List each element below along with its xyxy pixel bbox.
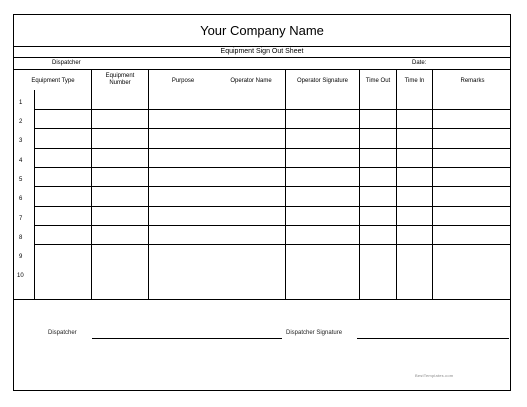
- col-header-purpose: Purpose: [171, 78, 195, 84]
- row-number: 4: [19, 158, 23, 164]
- col-header-remarks: Remarks: [460, 78, 485, 84]
- date-label: Date:: [412, 60, 427, 66]
- dispatcher-row: [14, 58, 510, 70]
- row-number: 2: [19, 119, 23, 125]
- row-number: 5: [19, 177, 23, 183]
- col-header-operator-name: Operator Name: [230, 78, 272, 84]
- footer-dispatcher-label: Dispatcher: [48, 330, 77, 336]
- row-number: 3: [19, 138, 23, 144]
- row-number: 9: [19, 254, 23, 260]
- row-number: 1: [19, 100, 23, 106]
- footer-dispatcher-signature-label: Dispatcher Signature: [286, 330, 343, 336]
- row-number: 10: [17, 273, 24, 279]
- watermark: BestTemplates.com: [415, 373, 454, 378]
- dispatcher-signature-field-line[interactable]: [357, 338, 509, 339]
- dispatcher-signature-line[interactable]: [92, 338, 282, 339]
- col-header-equipment-type: Equipment Type: [31, 78, 75, 84]
- form-frame: [13, 14, 511, 391]
- col-header-equipment-number: Equipment Number: [105, 73, 135, 86]
- sheet-title: Equipment Sign Out Sheet: [14, 47, 510, 58]
- col-header-time-in: Time In: [404, 78, 425, 84]
- row-number: 7: [19, 216, 23, 222]
- company-name: Your Company Name: [14, 15, 510, 47]
- col-header-time-out: Time Out: [365, 78, 391, 84]
- row-number: 6: [19, 196, 23, 202]
- signature-footer: [14, 299, 510, 392]
- dispatcher-label: Dispatcher: [52, 60, 81, 66]
- sign-out-table: [14, 70, 510, 299]
- col-header-operator-signature: Operator Signature: [296, 78, 349, 84]
- row-number: 8: [19, 235, 23, 241]
